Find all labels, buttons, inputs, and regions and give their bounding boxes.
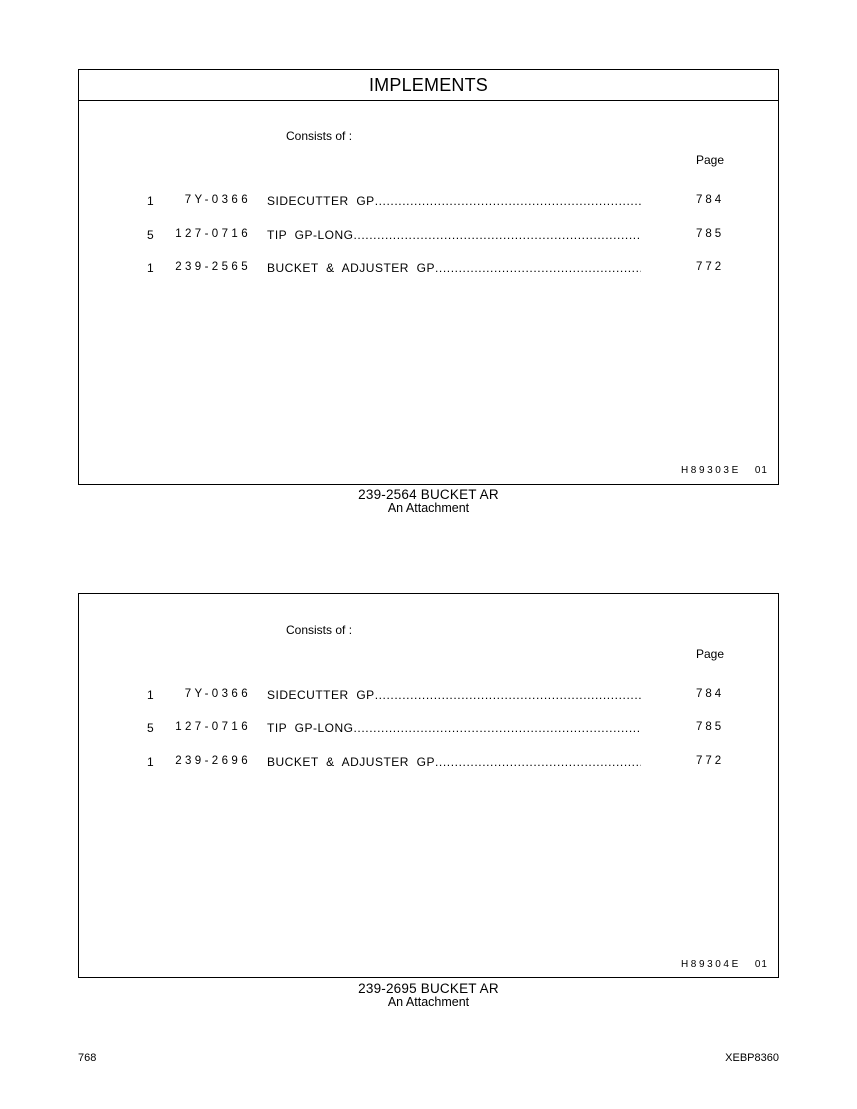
item-description-leader (267, 194, 641, 208)
item-quantity: 1 (147, 194, 154, 208)
item-part-number: 7Y-0366 (184, 688, 251, 700)
item-part-number: 127-0716 (175, 721, 251, 733)
item-page-ref: 772 (696, 755, 725, 767)
dot-leader (435, 755, 641, 769)
parts-panel-2 (78, 593, 779, 978)
item-page-ref: 784 (696, 688, 725, 700)
item-description: SIDECUTTER GP (267, 194, 375, 208)
item-page-ref: 784 (696, 194, 725, 206)
dot-leader (375, 194, 641, 208)
table-row (79, 688, 778, 704)
item-part-number: 239-2696 (175, 755, 251, 767)
illustration-code: H89303E (680, 465, 741, 476)
item-quantity: 1 (147, 755, 154, 769)
caption-title: 239-2695 BUCKET AR (358, 981, 499, 996)
page-number: 768 (78, 1052, 97, 1064)
consists-of-label: Consists of : (286, 623, 353, 637)
item-page-ref: 785 (696, 721, 725, 733)
dot-leader (353, 721, 641, 735)
item-quantity: 5 (147, 228, 154, 242)
item-description: SIDECUTTER GP (267, 688, 375, 702)
item-quantity: 1 (147, 688, 154, 702)
item-description: TIP GP-LONG (267, 228, 354, 242)
item-description-leader (267, 721, 641, 735)
caption-subtitle: An Attachment (387, 995, 470, 1009)
item-description-leader (267, 755, 641, 769)
illustration-reference (681, 465, 768, 476)
caption-subtitle: An Attachment (387, 501, 470, 515)
item-page-ref: 785 (696, 228, 725, 240)
item-quantity: 5 (147, 721, 154, 735)
page-column-header: Page (696, 647, 725, 661)
item-description: TIP GP-LONG (267, 721, 354, 735)
dot-leader (353, 228, 641, 242)
document-code: XEBP8360 (725, 1052, 779, 1064)
item-description: BUCKET & ADJUSTER GP (267, 755, 435, 769)
consists-of-label: Consists of : (286, 129, 353, 143)
item-description: BUCKET & ADJUSTER GP (267, 261, 435, 275)
item-part-number: 127-0716 (175, 228, 251, 240)
table-row (79, 194, 778, 210)
panel-2-caption (0, 982, 857, 1009)
dot-leader (435, 261, 641, 275)
illustration-revision: 01 (754, 959, 768, 970)
illustration-reference (681, 959, 768, 970)
item-description-leader (267, 688, 641, 702)
item-page-ref: 772 (696, 261, 725, 273)
table-row (79, 721, 778, 737)
item-description-leader (267, 261, 641, 275)
item-quantity: 1 (147, 261, 154, 275)
panel-title: IMPLEMENTS (79, 70, 778, 101)
caption-title: 239-2564 BUCKET AR (358, 487, 499, 502)
item-part-number: 7Y-0366 (184, 194, 251, 206)
table-row (79, 261, 778, 277)
item-description-leader (267, 228, 641, 242)
panel-1-caption (0, 488, 857, 515)
parts-panel-1 (78, 69, 779, 485)
dot-leader (375, 688, 641, 702)
illustration-revision: 01 (754, 465, 768, 476)
item-part-number: 239-2565 (175, 261, 251, 273)
page-column-header: Page (696, 153, 725, 167)
table-row (79, 228, 778, 244)
illustration-code: H89304E (680, 959, 741, 970)
table-row (79, 755, 778, 771)
